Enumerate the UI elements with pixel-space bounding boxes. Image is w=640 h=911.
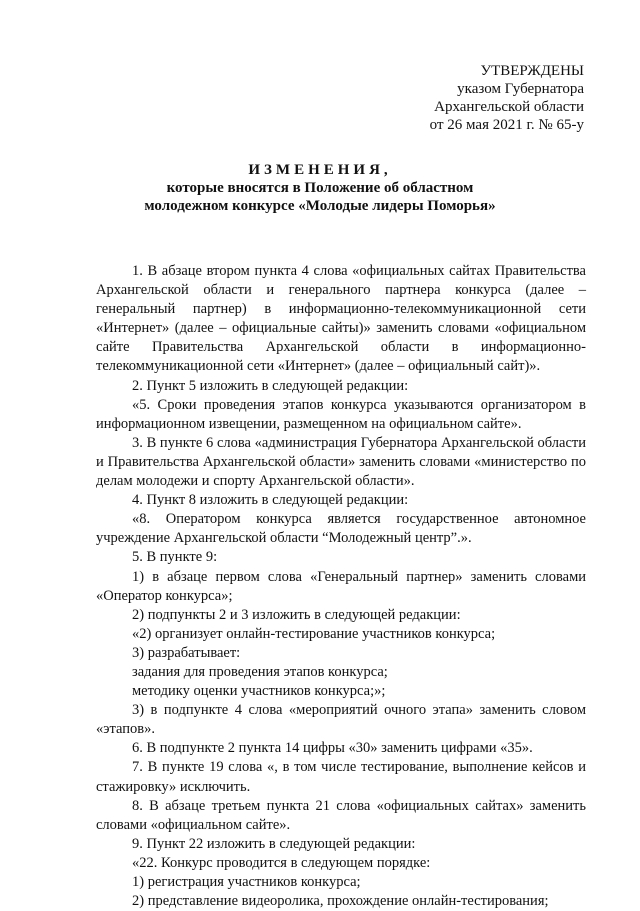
paragraph-4: 3. В пункте 6 слова «администрация Губернатора Архангельской области и Правительства Архангельской области» заменить словами «министерство по делам молодежи и спорту Архангельской области». <box>96 434 586 490</box>
paragraph-19: «22. Конкурс проводится в следующем порядке: <box>132 854 431 871</box>
paragraph-15: 6. В подпункте 2 пункта 14 цифры «30» заменить цифрами «35». <box>132 740 533 757</box>
paragraph-2: 2. Пункт 5 изложить в следующей редакции: <box>132 377 409 394</box>
approval-line-1: УТВЕРЖДЕНЫ <box>480 63 584 79</box>
title-line-2: которые вносятся в Положение об областном <box>166 180 474 196</box>
document-title <box>0 161 640 215</box>
paragraph-7: 5. В пункте 9: <box>132 549 218 566</box>
paragraph-1: 1. В абзаце втором пункта 4 слова «официальных сайтах Правительства Архангельской области и генерального партнера конкурса (далее – генеральный партнер) в информационно-телекоммуникационной сети «Интернет» (далее – официальные сайты)» заменить словами «официальном сайте Правительства Архангельской области в информационно-телекоммуникационной сети «Интернет» (далее – официальный сайт)». <box>96 263 586 375</box>
paragraph-16: 7. В пункте 19 слова «, в том числе тестирование, выполнение кейсов и стажировку» исключить. <box>96 759 586 795</box>
paragraph-13: методику оценки участников конкурса;»; <box>132 683 386 700</box>
paragraph-11: 3) разрабатывает: <box>132 644 241 661</box>
document-body <box>96 262 586 911</box>
paragraph-5: 4. Пункт 8 изложить в следующей редакции: <box>132 492 409 509</box>
paragraph-14: 3) в подпункте 4 слова «мероприятий очного этапа» заменить словом «этапов». <box>96 702 586 738</box>
paragraph-20: 1) регистрация участников конкурса; <box>132 874 361 890</box>
paragraph-17: 8. В абзаце третьем пункта 21 слова «официальных сайтах» заменить словами «официальном сайте». <box>96 797 586 833</box>
paragraph-21: 2) представление видеоролика, прохождение онлайн-тестирования; <box>132 893 549 910</box>
title-line-3: молодежном конкурсе «Молодые лидеры Поморья» <box>144 198 496 214</box>
approval-line-4: от 26 мая 2021 г. № 65-у <box>429 117 584 133</box>
paragraph-10: «2) организует онлайн-тестирование участников конкурса; <box>132 625 496 642</box>
paragraph-6: «8. Оператором конкурса является государственное автономное учреждение Архангельской области “Молодежный центр”.». <box>96 511 586 547</box>
paragraph-9: 2) подпункты 2 и 3 изложить в следующей редакции: <box>132 606 461 623</box>
title-heading: ИЗМЕНЕНИЯ, <box>248 162 392 178</box>
paragraph-12: задания для проведения этапов конкурса; <box>132 663 388 680</box>
paragraph-8: 1) в абзаце первом слова «Генеральный партнер» заменить словами «Оператор конкурса»; <box>96 568 586 604</box>
approval-line-3: Архангельской области <box>434 99 584 115</box>
approval-stamp <box>430 62 584 134</box>
paragraph-3: «5. Сроки проведения этапов конкурса указываются организатором в информационном извещении, размещенном на официальном сайте». <box>96 396 586 432</box>
paragraph-18: 9. Пункт 22 изложить в следующей редакции: <box>132 835 416 852</box>
approval-line-2: указом Губернатора <box>457 81 584 97</box>
